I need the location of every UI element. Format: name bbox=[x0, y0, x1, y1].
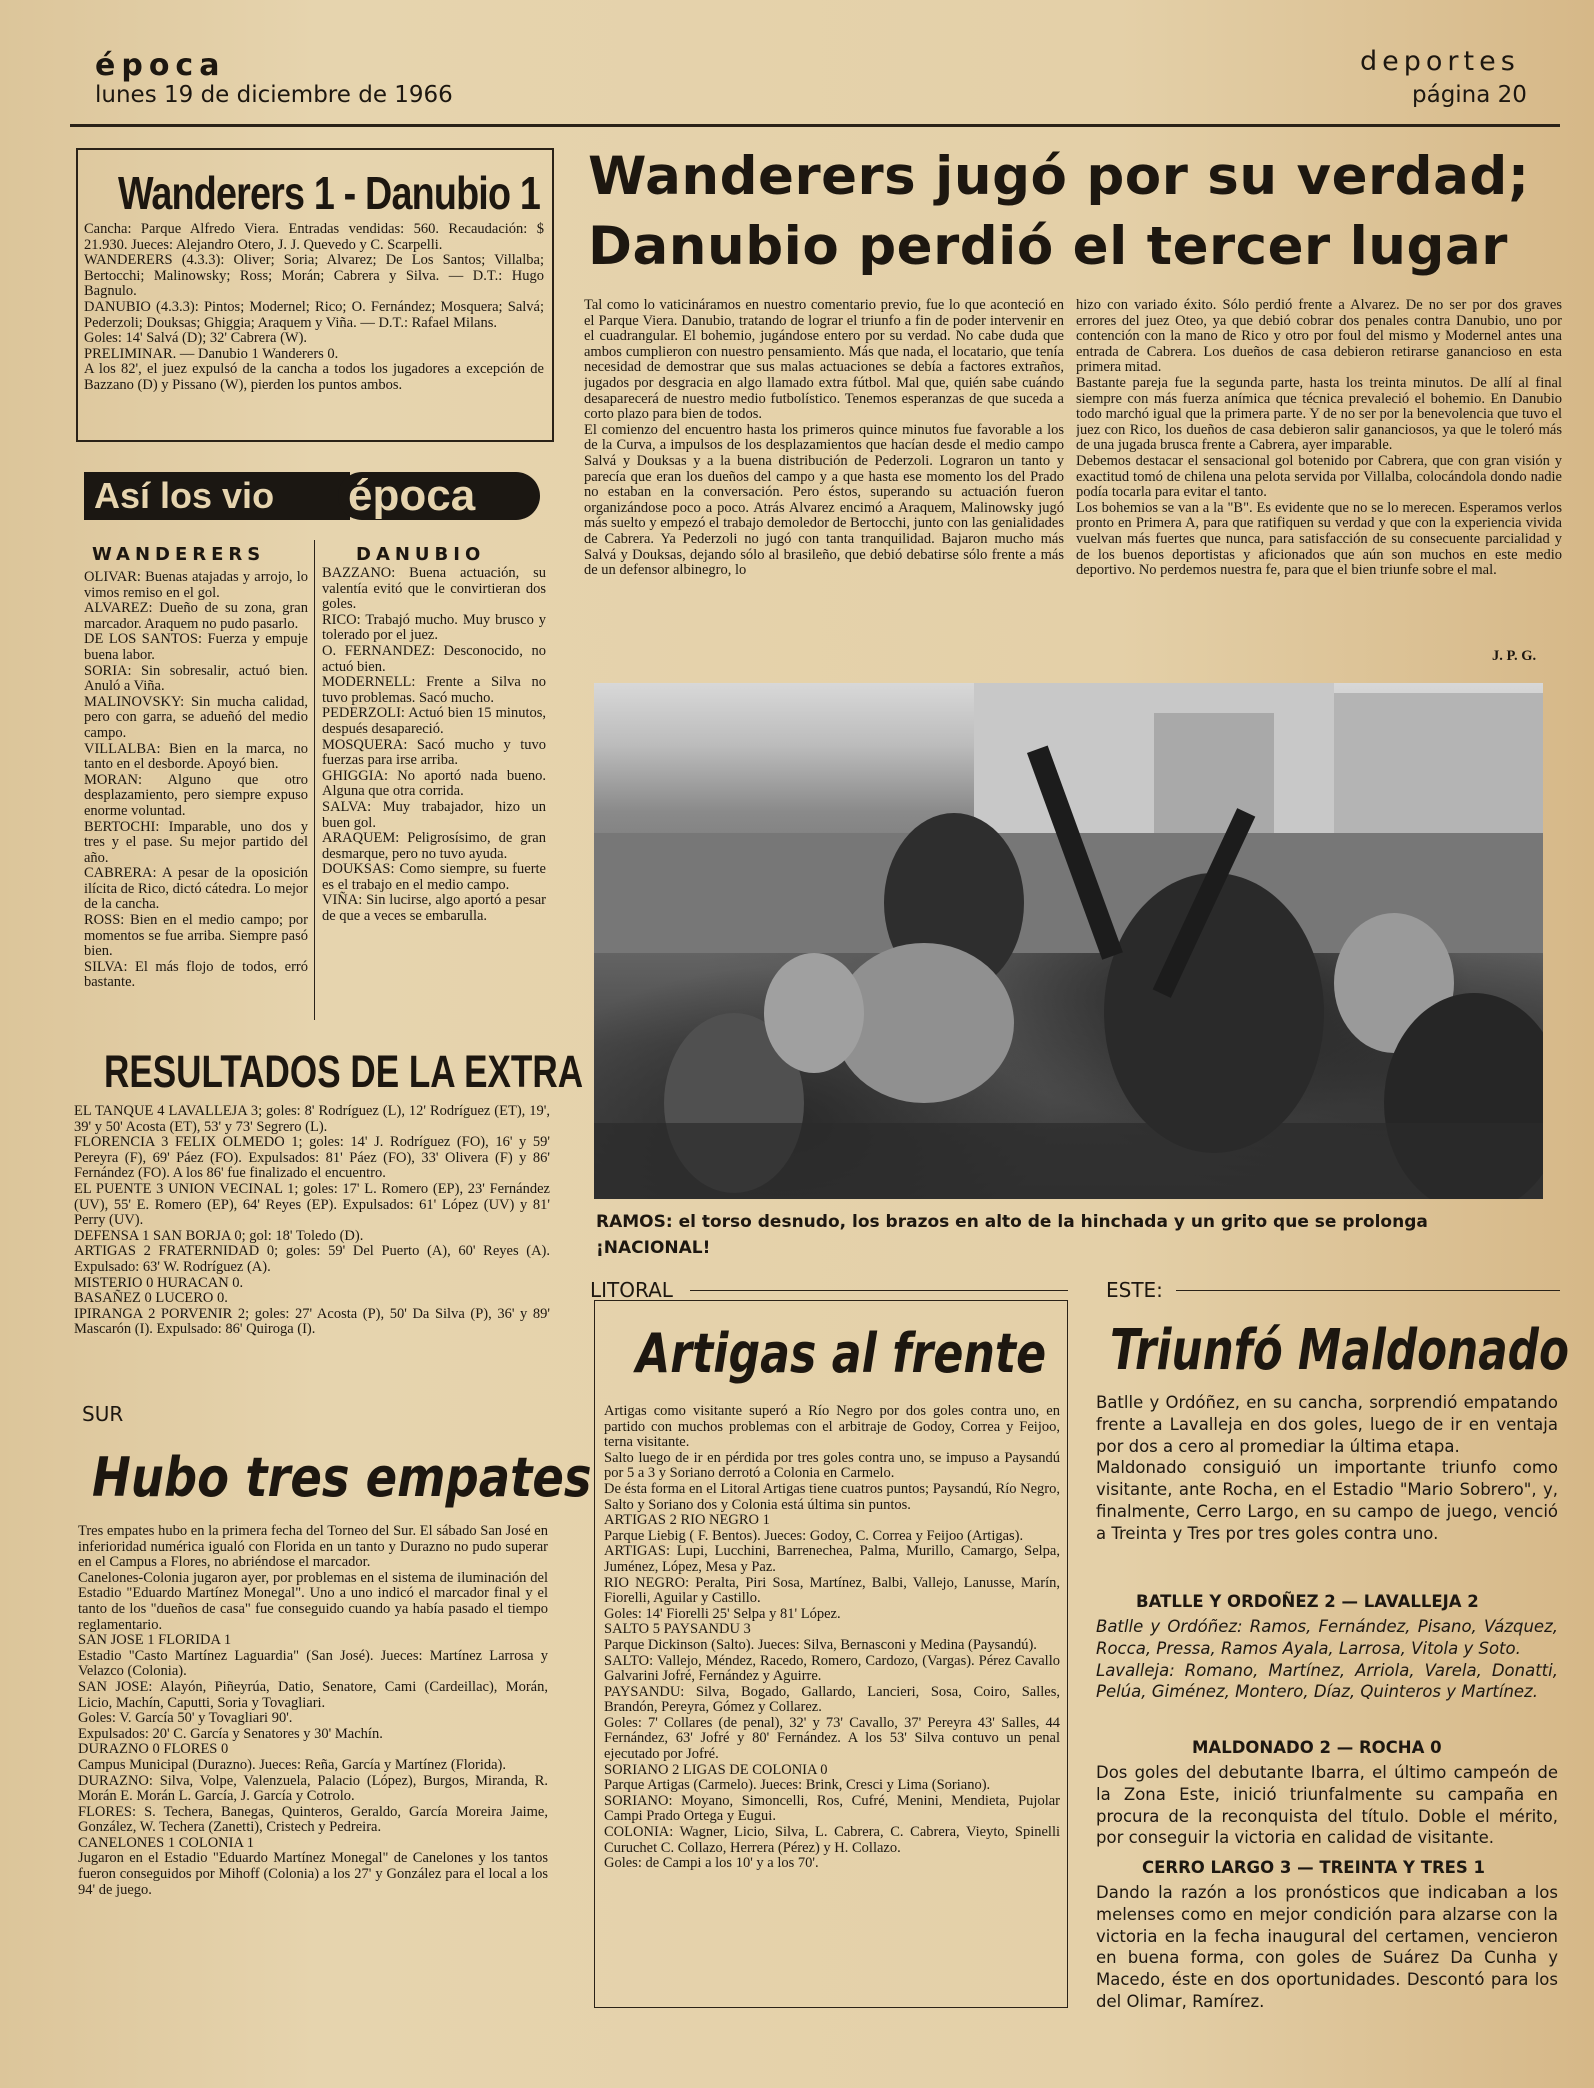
danubio-column-head: DANUBIO bbox=[356, 544, 486, 565]
danubio-ratings-text: BAZZANO: Buena actuación, su valentía evitó que le convirtieran dos goles. RICO: Trabajó mucho. Muy brusco y tolerado por el juez. O. FERNANDEZ: Desconocido, no actuó bien. MODERNELL: Frente a Silva no tuvo problemas. Sacó mucho. PEDERZOLI: Actuó bien 15 minutos, después desapareció. MOSQUERA: Sacó mucho y tuvo fuerzas para irse arriba. GHIGGIA: No aportó nada bueno. Alguna que otra corrida. SALVA: Muy trabajador, hizo un buen gol. ARAQUEM: Peligrosísimo, de gran desmarque, pero no tuvo ayuda. DOUKSAS: Como siempre, su fuerte es el trabajo en el medio campo. VIÑA: Sin lucirse, algo aportó a pesar de que a veces se embarulla. bbox=[322, 566, 546, 925]
main-story-byline: J. P. G. bbox=[1492, 648, 1537, 664]
litoral-title: Artigas al frente bbox=[636, 1322, 1047, 1385]
crowd-celebration-photo bbox=[594, 683, 1543, 1199]
este-subhead-cerro-largo: CERRO LARGO 3 — TREINTA Y TRES 1 bbox=[1142, 1858, 1486, 1877]
masthead-date: lunes 19 de diciembre de 1966 bbox=[95, 82, 453, 108]
wanderers-column-head: WANDERERS bbox=[92, 544, 266, 565]
score-box-title: Wanderers 1 - Danubio 1 bbox=[118, 167, 540, 219]
este-kicker-rule bbox=[1176, 1290, 1560, 1291]
este-cerro-largo-text: Dando la razón a los pronósticos que indicaban a los melenses como en mejor condición para alzarse con la victoria en la fecha inaugural del certamen, vencieron en buena forma, con goles de Suárez Da Cunha y Macedo, éste en dos oportunidades. Descontó para los del Olimar, Ramírez. bbox=[1096, 1883, 1558, 2011]
main-story-column-1: Tal como lo vaticináramos en nuestro comentario previo, fue lo que aconteció en el Parque Viera. Danubio, tratando de lograr el triunfo a fin de poder intervenir en el cuadrangular. El bohemio, jugándose entero por su verdad. No cabe duda que ambos cumplieron con nuestro pensamiento. Más que nada, el locatario, que tenía necesidad de demostrar que sus malas actuaciones se debía a factores extraños, jugados por desgracia en algo llamado extra fútbol. Mal que, quién sabe cuándo desaparecerá de nuestro medio futbolístico. Tenemos esperanzas de que suceda a corto plazo para bien de todos. El comienzo del encuentro hasta los primeros quince minutos fue favorable a los de la Curva, a impulsos de los desplazamientos que hacían desde el medio campo Salvá y Douksas y a la buena distribución de Pederzoli. Lograron un tanto y parecía que eran los dueños del campo y a que hasta ese momento los del Prado no estaban en la conversación. Pero éstos, superando su actuación fueron organizándose poco a poco. Atrás Alvarez encimó a Araquem, Malinowsky jugó más suelto y empezó el trabajo demoledor de Bertocchi, junto con las genialidades de Cabrera. Ya Pederzoli no jugó con tanta tranquilidad. Bajaron mucho más Salvá y Douksas, dejando sólo al brasileño, que debió debatirse sólo frente a más de un defensor albinegro, lo bbox=[584, 298, 1064, 579]
photo-caption-line-2: ¡NACIONAL! bbox=[596, 1238, 711, 1258]
main-headline-line-2: Danubio perdió el tercer lugar bbox=[588, 216, 1508, 277]
asi-los-vio-label: Así los vio bbox=[84, 472, 350, 520]
este-maldonado-rocha-text: Dos goles del debutante Ibarra, el último campeón de la Zona Este, inició triunfalmente su campaña en procura de la reconquista del título. Doble el mérito, por conseguir la victoria en calidad de visitante. bbox=[1096, 1763, 1558, 1848]
ratings-divider bbox=[314, 540, 315, 1020]
resultados-text: EL TANQUE 4 LAVALLEJA 3; goles: 8' Rodríguez (L), 12' Rodríguez (ET), 19', 39' y 50' Acosta (ET), 53' y 73' Segrero (L). FLORENCIA 3 FELIX OLMEDO 1; goles: 14' J. Rodríguez (FO), 16' y 59' Pereyra (F), 69' Páez (FO). Expulsados: 81' Páez (FO), 33' Olivera (F) y 86' Fernández (FO). A los 86' fue finalizado el encuentro. EL PUENTE 3 UNION VECINAL 1; goles: 17' L. Romero (EP), 23' Fernández (UV), 55' E. Romero (EP), 64' Reyes (EP). Expulsados: 61' López (UV) y 81' Perry (UV). DEFENSA 1 SAN BORJA 0; gol: 18' Toledo (D). ARTIGAS 2 FRATERNIDAD 0; goles: 59' Del Puerto (A), 60' Reyes (A). Expulsado: 63' W. Rodríguez (A). MISTERIO 0 HURACAN 0. BASAÑEZ 0 LUCERO 0. IPIRANGA 2 PORVENIR 2; goles: 27' Acosta (P), 50' Da Silva (P), 36' y 89' Mascarón (I). Expulsado: 86' Quiroga (I). bbox=[74, 1104, 550, 1338]
masthead-page-number: página 20 bbox=[1412, 82, 1527, 108]
photo-caption-line-1: RAMOS: el torso desnudo, los brazos en alto de la hinchada y un grito que se prolonga bbox=[596, 1212, 1428, 1232]
este-batlle-lavalleja-text: Batlle y Ordóñez: Ramos, Fernández, Pisano, Vázquez, Rocca, Pressa, Ramos Ayala, Larrosa, Vitola y Soto. Lavalleja: Romano, Martínez, Arriola, Varela, Donatti, Pelúa, Giménez, Montero, Díaz, Quinteros y Martínez. bbox=[1096, 1617, 1558, 1702]
este-intro-text: Batlle y Ordóñez, en su cancha, sorprendió empatando frente a Lavalleja en dos goles, luego de ir en ventaja por dos a cero al promediar la última etapa. Maldonado consiguió un importante triunfo como visitante, ante Rocha, en el Estadio "Mario Sobrero", y, finalmente, Cerro Largo, en su campo de juego, venció a Treinta y Tres por tres goles contra uno. bbox=[1096, 1393, 1558, 1543]
este-subhead-maldonado-rocha: MALDONADO 2 — ROCHA 0 bbox=[1192, 1738, 1442, 1757]
asi-los-vio-banner bbox=[84, 470, 540, 522]
este-subhead-batlle-lavalleja: BATLLE Y ORDOÑEZ 2 — LAVALLEJA 2 bbox=[1136, 1592, 1479, 1611]
sur-kicker: SUR bbox=[82, 1402, 124, 1426]
masthead-title: época bbox=[95, 48, 226, 83]
sur-title: Hubo tres empates bbox=[92, 1446, 592, 1509]
asi-los-vio-epoca-logo: época bbox=[338, 472, 540, 520]
sur-text: Tres empates hubo en la primera fecha del Torneo del Sur. El sábado San José en inferioridad numérica igualó con Florida en un tanto y Durazno no pudo superar en el Campus a Flores, no abriéndose el marcador. Canelones-Colonia jugaron ayer, por problemas en el sistema de iluminación del Estadio "Eduardo Martínez Monegal". Uno a uno indicó el marcador final y el tanto de los "dueños de casa" fue conseguido cuando ya había pasado el tiempo reglamentario. SAN JOSE 1 FLORIDA 1 Estadio "Casto Martínez Laguardia" (San José). Jueces: Martínez Larrosa y Velazco (Colonia). SAN JOSE: Alayón, Piñeyrúa, Datio, Senatore, Cami (Cardeillac), Morán, Licio, Machín, Caputti, Soria y Tovagliari. Goles: V. García 50' y Tovagliari 90'. Expulsados: 20' C. García y Senatores y 30' Machín. DURAZNO 0 FLORES 0 Campus Municipal (Durazno). Jueces: Reña, García y Martínez (Florida). DURAZNO: Silva, Volpe, Valenzuela, Palacio (López), Burgos, Miranda, R. Morán E. Morán L. García, J. García y Cotrolo. FLORES: S. Techera, Banegas, Quinteros, Geraldo, García Moreira Jaime, González, W. Techera (Zanetti), Cristech y Pedreira. CANELONES 1 COLONIA 1 Jugaron en el Estadio "Eduardo Martínez Monegal" de Canelones y los tantos fueron conseguidos por Mihoff (Colonia) a los 27' y González para el local a los 94' de juego. bbox=[78, 1524, 548, 1898]
litoral-text: Artigas como visitante superó a Río Negro por dos goles contra uno, en partido con muchos problemas con el arbitraje de Godoy, Correa y Feijoo, terna visitante. Salto luego de ir en pérdida por tres goles contra uno, se impuso a Paysandú por 5 a 3 y Soriano derrotó a Colonia en Carmelo. De ésta forma en el Litoral Artigas tiene cuatros puntos; Paysandú, Río Negro, Salto y Soriano dos y Colonia está última sin puntos. ARTIGAS 2 RIO NEGRO 1 Parque Liebig ( F. Bentos). Jueces: Godoy, C. Correa y Feijoo (Artigas). ARTIGAS: Lupi, Lucchini, Barrenechea, Palma, Murillo, Camargo, Selpa, Juménez, López, Mesa y Paz. RIO NEGRO: Peralta, Piri Sosa, Martínez, Balbi, Vallejo, Lanusse, Marín, Fiorelli, Aguilar y Castillo. Goles: 14' Fiorelli 25' Selpa y 81' López. SALTO 5 PAYSANDU 3 Parque Dickinson (Salto). Jueces: Silva, Bernasconi y Medina (Paysandú). SALTO: Vallejo, Méndez, Racedo, Romero, Cardozo, (Vargas). Pérez Cavallo Galvarini Jofré, Fernández y Aguirre. PAYSANDU: Silva, Bogado, Gallardo, Lancieri, Sosa, Coiro, Salles, Brandón, Pereyra, Gómez y Collarez. Goles: 7' Collares (de penal), 32' y 73' Cavallo, 37' Pereyra 43' Salles, 44 Fernández, 63' Jofré y 80' Fernández. A los 53' Silva contuvo un penal ejecutado por Jofré. SORIANO 2 LIGAS DE COLONIA 0 Parque Artigas (Carmelo). Jueces: Brink, Cresci y Lima (Soriano). SORIANO: Moyano, Simoncelli, Ros, Cufré, Menini, Mendieta, Pujolar Campi Prado Ortega y Eugui. COLONIA: Wagner, Licio, Silva, L. Cabrera, C. Cabrera, Vieyto, Spinelli Curuchet C. Collazo, Herrera (Pérez) y H. Collazo. Goles: de Campi a los 10' y a los 70'. bbox=[604, 1404, 1060, 1872]
este-kicker: ESTE: bbox=[1106, 1278, 1163, 1302]
main-story-column-2: hizo con variado éxito. Sólo perdió frente a Alvarez. De no ser por dos graves errores del juez Oteo, ya que debió cobrar dos penales contra Danubio, uno por contención con la mano de Rico y otro por foul del mismo y Modernel antes una entrada de Cabrera. Los dueños de casa debieron retirarse ganancioso en esta primera mitad. Bastante pareja fue la segunda parte, hasta los treinta minutos. De allí al final siempre con más fuerza anímica que técnica prevaleció el bohemio. En Danubio todo marchó igual que la primera parte. Y de no ser por la benevolencia que tuvo el juez con Rico, los dueños de casa debieron salir gananciosos, ya que le toleró más de una jugada brusca frente a Cabrera, ayer imparable. Debemos destacar el sensacional gol botenido por Cabrera, que con gran visión y exactitud tomó de chilena una pelota servida por Villalba, colocándola dondo nadie podía tocarla para evitar el tanto. Los bohemios se van a la "B". Es evidente que no se lo merecen. Esperamos verlos pronto en Primera A, para que ratifiquen su verdad y que con la experiencia vivida vuelvan más fuertes que nunca, para satisfacción de su consecuente parcialidad y de los buenos deportistas y aficionados que aún son muchos en este medio deportivo. No perdemos nuestra fe, para que el bien triunfe sobre el mal. bbox=[1076, 298, 1562, 579]
masthead-section: deportes bbox=[1360, 46, 1520, 77]
litoral-kicker: LITORAL bbox=[590, 1278, 673, 1302]
litoral-kicker-rule bbox=[690, 1290, 1068, 1291]
este-title: Triunfó Maldonado bbox=[1110, 1318, 1569, 1383]
resultados-title: RESULTADOS DE LA EXTRA bbox=[104, 1046, 584, 1097]
score-box-text: Cancha: Parque Alfredo Viera. Entradas vendidas: 560. Recaudación: $ 21.930. Jueces: Alejandro Otero, J. J. Quevedo y C. Scarpelli. WANDERERS (4.3.3): Oliver; Soria; Alvarez; De Los Santos; Villalba; Bertocchi; Malinowsky; Ross; Morán; Cabrera y Silva. — D.T.: Hugo Bagnulo. DANUBIO (4.3.3): Pintos; Modernel; Rico; O. Fernández; Mosquera; Salvá; Pederzoli; Douksas; Ghiggia; Araquem y Viña. — D.T.: Rafael Milans. Goles: 14' Salvá (D); 32' Cabrera (W). PRELIMINAR. — Danubio 1 Wanderers 0. A los 82', el juez expulsó de la cancha a todos los jugadores a excepción de Bazzano (D) y Pissano (W), pierden los puntos ambos. bbox=[84, 222, 544, 393]
masthead-rule bbox=[70, 124, 1560, 127]
main-headline-line-1: Wanderers jugó por su verdad; bbox=[588, 146, 1530, 207]
wanderers-ratings-text: OLIVAR: Buenas atajadas y arrojo, lo vimos remiso en el gol. ALVAREZ: Dueño de su zona, gran marcador. Araquem no pudo pasarlo. DE LOS SANTOS: Fuerza y empuje buena labor. SORIA: Sin sobresalir, actuó bien. Anuló a Viña. MALINOVSKY: Sin mucha calidad, pero con garra, se adueñó del medio campo. VILLALBA: Bien en la marca, no tanto en el desborde. Apoyó bien. MORAN: Alguno que otro desplazamiento, pero siempre expuso enorme voluntad. BERTOCHI: Imparable, uno dos y tres y el pase. Su mejor partido del año. CABRERA: A pesar de la oposición ilícita de Rico, dictó cátedra. Lo mejor de la cancha. ROSS: Bien en el medio campo; por momentos se fue arriba. Siempre pasó bien. SILVA: El más flojo de todos, erró bastante. bbox=[84, 570, 308, 991]
